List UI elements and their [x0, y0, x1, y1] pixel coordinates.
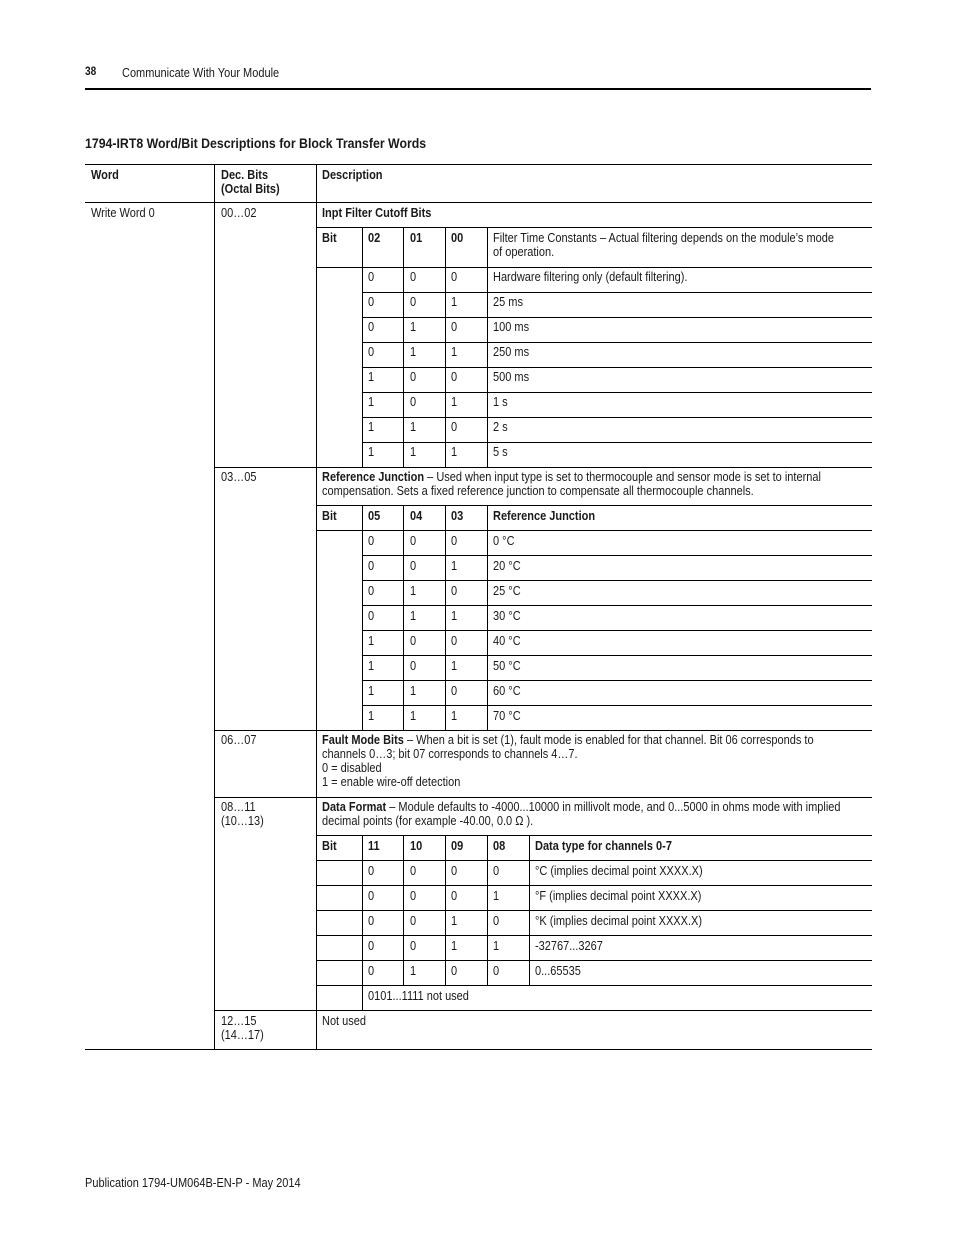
filter-bit-cell: 1: [368, 445, 375, 459]
refjunction-bit-cell: 0: [410, 534, 417, 548]
refjunction-bit-cell: 0: [451, 584, 458, 598]
dataformat-col-header: 10: [410, 839, 423, 853]
filter-col-header: 01: [410, 231, 423, 245]
col-rule: [362, 835, 363, 1010]
dataformat-bit-cell: 0: [368, 914, 375, 928]
refjunction-bit-cell: 1: [451, 709, 458, 723]
col-header-word: Word: [91, 168, 119, 182]
row-rule: [316, 885, 872, 886]
table-title: 1794-IRT8 Word/Bit Descriptions for Block Transfer Words: [85, 135, 427, 151]
last-bits: 12…15: [221, 1014, 257, 1028]
row-rule: [362, 555, 872, 556]
row-rule: [362, 630, 872, 631]
fault-text: Fault Mode Bits – When a bit is set (1), fault mode is enabled for that channel. Bit 06 corresponds to: [322, 733, 814, 747]
row-rule: [316, 227, 872, 228]
row-rule: [316, 505, 872, 506]
col-rule: [487, 835, 488, 985]
refjunction-row-desc: 30 °C: [493, 609, 521, 623]
refjunction-bit-cell: 1: [368, 659, 375, 673]
row-rule: [316, 935, 872, 936]
dataformat-col-header: 08: [493, 839, 506, 853]
refjunction-bit-cell: 0: [410, 634, 417, 648]
refjunction-row-desc: 60 °C: [493, 684, 521, 698]
filter-row-desc: 2 s: [493, 420, 508, 434]
dataformat-not-used-note: 0101...1111 not used: [368, 989, 469, 1003]
row-rule: [316, 860, 872, 861]
filter-bit-cell: 1: [410, 420, 417, 434]
row-rule: [362, 392, 872, 393]
row-rule: [362, 680, 872, 681]
col-rule: [362, 227, 363, 467]
row-rule: [362, 417, 872, 418]
refjunction-bit-cell: 1: [451, 559, 458, 573]
refjunction-col-header: 05: [368, 509, 381, 523]
filter-bit-cell: 0: [451, 420, 458, 434]
col-header-description: Description: [322, 168, 383, 182]
refjunction-bit-cell: 1: [451, 659, 458, 673]
dataformat-row-desc: °C (implies decimal point XXXX.X): [535, 864, 703, 878]
filter-row-desc: 500 ms: [493, 370, 530, 384]
filter-bit-cell: 0: [410, 395, 417, 409]
filter-bit-cell: 1: [368, 420, 375, 434]
refjunction-bits: 03…05: [221, 470, 257, 484]
refjunction-bit-cell: 1: [410, 584, 417, 598]
row-rule: [316, 267, 872, 268]
last-bits: (14…17): [221, 1028, 264, 1042]
dataformat-col-header: 09: [451, 839, 464, 853]
col-rule: [403, 505, 404, 730]
col-rule: [487, 227, 488, 467]
filter-col-header: 00: [451, 231, 464, 245]
filter-bit-cell: 0: [451, 320, 458, 334]
dataformat-row-desc: °K (implies decimal point XXXX.X): [535, 914, 703, 928]
refjunction-bit-label: Bit: [322, 509, 337, 523]
filter-bit-cell: 0: [368, 295, 375, 309]
row-rule: [316, 835, 872, 836]
refjunction-text: Reference Junction – Used when input type is set to thermocouple and sensor mode is set to internal: [322, 470, 821, 484]
dataformat-bits: (10…13): [221, 814, 264, 828]
row-rule: [214, 797, 872, 798]
dataformat-bit-cell: 0: [451, 864, 458, 878]
dataformat-bit-cell: 0: [451, 889, 458, 903]
refjunction-row-desc: 70 °C: [493, 709, 521, 723]
row-rule: [316, 985, 872, 986]
filter-bit-cell: 0: [410, 270, 417, 284]
refjunction-bit-cell: 1: [410, 684, 417, 698]
col-rule: [214, 164, 215, 1050]
refjunction-bit-cell: 1: [451, 609, 458, 623]
refjunction-bit-cell: 1: [410, 609, 417, 623]
refjunction-bit-cell: 0: [368, 584, 375, 598]
dataformat-bit-cell: 0: [410, 864, 417, 878]
refjunction-bit-cell: 1: [368, 634, 375, 648]
dataformat-text: Data Format – Module defaults to -4000...10000 in millivolt mode, and 0...5000 in ohms mode with implied: [322, 800, 841, 814]
row-rule: [316, 910, 872, 911]
fault-text: 0 = disabled: [322, 761, 382, 775]
col-header-dec-bits: Dec. Bits: [221, 168, 269, 182]
refjunction-bit-cell: 0: [451, 634, 458, 648]
filter-bits: 00…02: [221, 206, 257, 220]
filter-bit-cell: 1: [410, 445, 417, 459]
dataformat-bit-cell: 0: [410, 889, 417, 903]
refjunction-bit-cell: 1: [410, 709, 417, 723]
filter-bit-cell: 1: [410, 345, 417, 359]
dataformat-bit-cell: 0: [493, 864, 500, 878]
fault-text: channels 0…3; bit 07 corresponds to channels 4…7.: [322, 747, 578, 761]
row-rule: [362, 605, 872, 606]
row-rule: [316, 530, 872, 531]
filter-row-desc: 100 ms: [493, 320, 530, 334]
filter-bit-cell: 0: [368, 320, 375, 334]
dataformat-bit-cell: 1: [451, 914, 458, 928]
row-rule: [214, 1010, 872, 1011]
dataformat-header-desc: Data type for channels 0-7: [535, 839, 672, 853]
refjunction-row-desc: 50 °C: [493, 659, 521, 673]
dataformat-text: decimal points (for example -40.00, 0.0 Ω ).: [322, 814, 534, 828]
row-rule: [362, 317, 872, 318]
dataformat-bit-cell: 1: [493, 939, 500, 953]
refjunction-col-header: 04: [410, 509, 423, 523]
dataformat-bit-cell: 0: [451, 964, 458, 978]
filter-bit-cell: 0: [451, 370, 458, 384]
filter-bit-cell: 1: [451, 345, 458, 359]
fault-text: 1 = enable wire-off detection: [322, 775, 461, 789]
row-rule: [362, 367, 872, 368]
refjunction-col-header: 03: [451, 509, 464, 523]
filter-bit-cell: 0: [410, 370, 417, 384]
dataformat-bit-cell: 0: [493, 914, 500, 928]
page-number: 38: [85, 66, 97, 78]
table-top-rule: [85, 164, 872, 165]
col-rule: [487, 505, 488, 730]
col-rule: [445, 835, 446, 985]
filter-bit-cell: 0: [451, 270, 458, 284]
header-rule: [85, 88, 871, 90]
refjunction-bit-cell: 0: [368, 559, 375, 573]
section-title: Communicate With Your Module: [122, 66, 280, 80]
refjunction-row-desc: 25 °C: [493, 584, 521, 598]
col-rule: [403, 227, 404, 467]
filter-bit-cell: 0: [368, 270, 375, 284]
dataformat-row-desc: 0...65535: [535, 964, 581, 978]
col-rule: [529, 835, 530, 985]
filter-title: Inpt Filter Cutoff Bits: [322, 206, 432, 220]
filter-bit-cell: 1: [410, 320, 417, 334]
last-text: Not used: [322, 1014, 367, 1028]
refjunction-bit-cell: 0: [368, 609, 375, 623]
filter-row-desc: Hardware filtering only (default filtering).: [493, 270, 688, 284]
refjunction-bit-cell: 0: [410, 659, 417, 673]
dataformat-bit-cell: 1: [451, 939, 458, 953]
filter-bit-cell: 1: [451, 295, 458, 309]
row-rule: [362, 705, 872, 706]
dataformat-bit-cell: 0: [368, 939, 375, 953]
row-rule: [362, 580, 872, 581]
refjunction-row-desc: 0 °C: [493, 534, 515, 548]
filter-bit-cell: 1: [368, 395, 375, 409]
dataformat-bit-cell: 0: [368, 889, 375, 903]
refjunction-bit-cell: 0: [451, 684, 458, 698]
filter-header-desc: of operation.: [493, 245, 555, 259]
refjunction-text: compensation. Sets a fixed reference junction to compensate all thermocouple channels.: [322, 484, 754, 498]
row-rule: [362, 442, 872, 443]
filter-row-desc: 250 ms: [493, 345, 530, 359]
refjunction-row-desc: 20 °C: [493, 559, 521, 573]
dataformat-bit-cell: 0: [410, 914, 417, 928]
refjunction-bit-cell: 1: [368, 684, 375, 698]
publication-footer: Publication 1794-UM064B-EN-P - May 2014: [85, 1176, 301, 1190]
filter-bit-cell: 0: [410, 295, 417, 309]
filter-row-desc: 1 s: [493, 395, 508, 409]
dataformat-col-header: 11: [368, 839, 380, 853]
row-rule: [316, 960, 872, 961]
filter-bit-cell: 1: [368, 370, 375, 384]
filter-header-desc: Filter Time Constants – Actual filtering depends on the module’s mode: [493, 231, 834, 245]
filter-col-header: 02: [368, 231, 381, 245]
dataformat-bit-cell: 1: [410, 964, 417, 978]
dataformat-bits: 08…11: [221, 800, 256, 814]
dataformat-bit-label: Bit: [322, 839, 337, 853]
row-rule: [362, 655, 872, 656]
table-bottom-rule: [85, 1049, 872, 1050]
filter-row-desc: 25 ms: [493, 295, 523, 309]
row-rule: [362, 292, 872, 293]
refjunction-row-desc: 40 °C: [493, 634, 521, 648]
refjunction-bit-cell: 0: [368, 534, 375, 548]
refjunction-header-desc: Reference Junction: [493, 509, 596, 523]
word-label: Write Word 0: [91, 206, 155, 220]
dataformat-bit-cell: 0: [493, 964, 500, 978]
row-rule: [362, 342, 872, 343]
fault-bits: 06…07: [221, 733, 257, 747]
col-rule: [362, 505, 363, 730]
filter-bit-cell: 1: [451, 395, 458, 409]
dataformat-bit-cell: 1: [493, 889, 500, 903]
row-rule: [214, 467, 872, 468]
col-rule: [403, 835, 404, 985]
refjunction-bit-cell: 0: [410, 559, 417, 573]
dataformat-row-desc: °F (implies decimal point XXXX.X): [535, 889, 702, 903]
col-header-octal-bits: (Octal Bits): [221, 182, 280, 196]
col-rule: [445, 505, 446, 730]
dataformat-bit-cell: 0: [368, 864, 375, 878]
col-rule: [445, 227, 446, 467]
filter-bit-label: Bit: [322, 231, 337, 245]
header-bottom-rule: [85, 202, 872, 203]
refjunction-bit-cell: 0: [451, 534, 458, 548]
filter-bit-cell: 0: [368, 345, 375, 359]
row-rule: [214, 730, 872, 731]
dataformat-bit-cell: 0: [410, 939, 417, 953]
dataformat-row-desc: -32767...3267: [535, 939, 603, 953]
dataformat-bit-cell: 0: [368, 964, 375, 978]
filter-row-desc: 5 s: [493, 445, 508, 459]
filter-bit-cell: 1: [451, 445, 458, 459]
refjunction-bit-cell: 1: [368, 709, 375, 723]
col-rule: [316, 164, 317, 1050]
